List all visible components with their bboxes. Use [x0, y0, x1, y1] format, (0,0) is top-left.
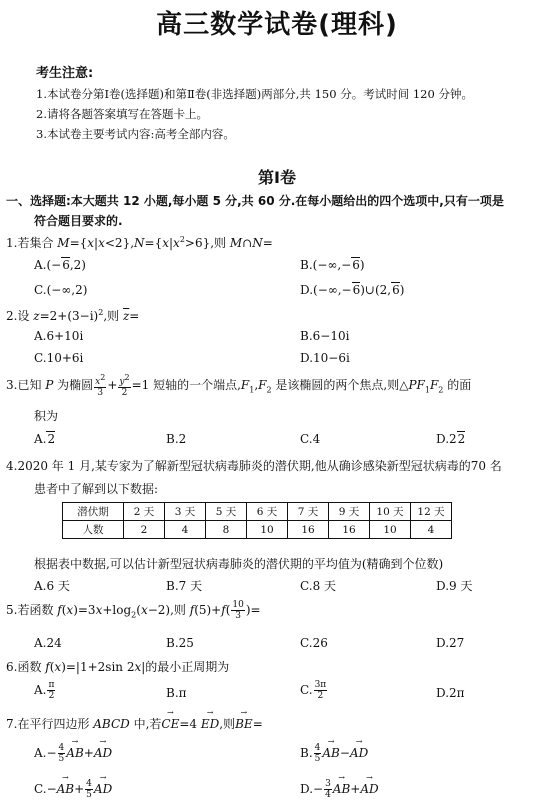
table-cell: 10: [247, 521, 288, 539]
section-instructions: 一、选择题:本大题共 12 小题,每小题 5 分,共 60 分.在每小题给出的四个选项中,只有一项是: [6, 194, 504, 208]
question-6-option-c: C. $\frac{3\pi}{2}$: [300, 680, 327, 701]
table-cell: 6 天: [247, 503, 288, 521]
question-7-option-a: A.− $\frac{4}{5}$ → AB+→ AD: [34, 743, 112, 764]
table-cell: 3 天: [165, 503, 206, 521]
question-4-option-a: A.6 天: [34, 579, 70, 593]
table-header-period: 潜伏期: [63, 503, 124, 521]
table-cell: 2: [124, 521, 165, 539]
question-3-option-b: B.2: [166, 432, 187, 446]
question-6-option-a: A. $\frac{\pi}{2}$: [34, 680, 55, 701]
question-4-stem-tail: 根据表中数据,可以估计新型冠状病毒肺炎的潜伏期的平均值为(精确到个位数): [34, 557, 444, 571]
table-cell: 16: [288, 521, 329, 539]
question-2-option-a: A.6+10i: [34, 329, 84, 343]
table-header-count: 人数: [63, 521, 124, 539]
question-3-stem: 3.已知 P 为椭圆 $\frac{x^2}{3}$ + $\frac{y^2}{2}$ =1 短轴的一个端点$,F_1,F_2$ 是该椭圆的两个焦点,则$\triangle PF_1F_2$ 的面: [6, 373, 472, 398]
table-cell: 12 天: [411, 503, 452, 521]
notice-item-2: 2.请将各题答案填写在答题卡上。: [36, 107, 208, 121]
table-cell: 9 天: [329, 503, 370, 521]
table-cell: 10: [370, 521, 411, 539]
table-cell: 16: [329, 521, 370, 539]
question-1-option-b: B.(−∞,−6): [300, 258, 365, 272]
question-7-stem: 7.在平行四边形 ABCD 中,若→ CE=4 → ED,则→ BE=: [6, 715, 263, 732]
question-5-option-a: A.24: [34, 636, 62, 650]
question-5-option-b: B.25: [166, 636, 194, 650]
table-cell: 2 天: [124, 503, 165, 521]
question-4-option-d: D.9 天: [436, 579, 473, 593]
question-3-option-d: D.22: [436, 432, 466, 446]
question-7-option-b: B. $\frac{4}{5}$ → AB−→ AD: [300, 743, 368, 764]
question-7-option-c: C.−→ AB+ $\frac{4}{5}$ → AD: [34, 779, 112, 800]
table-cell: 8: [206, 521, 247, 539]
question-2-option-c: C.10+6i: [34, 351, 84, 365]
table-row-period: [63, 503, 452, 521]
volume-heading: 第Ⅰ卷: [258, 168, 296, 187]
question-5-option-d: D.27: [436, 636, 465, 650]
section-instructions-cont: 符合题目要求的.: [34, 214, 123, 228]
question-4-stem: 4.2020 年 1 月,某专家为了解新型冠状病毒肺炎的潜伏期,他从确诊感染新型冠状病毒的70 名: [6, 459, 502, 473]
question-7-option-d: D.− $\frac{3}{4}$ → AB+→ AD: [300, 779, 379, 800]
question-5-stem: 5.若函数 $f(x)=3x+\log_2(x-2)$,则 f(5)+f( $\frac{10}{3}$ )=: [6, 600, 261, 621]
table-cell: 5 天: [206, 503, 247, 521]
question-3-stem-cont: 积为: [34, 409, 59, 423]
question-4-option-c: C.8 天: [300, 579, 337, 593]
question-4-option-b: B.7 天: [166, 579, 203, 593]
question-2-option-b: B.6−10i: [300, 329, 350, 343]
question-1-option-d: D.(−∞,−6)∪(2,6): [300, 283, 405, 297]
question-2-option-d: D.10−6i: [300, 351, 350, 365]
incubation-table: [62, 502, 452, 539]
question-1-option-a: A.(−6,2): [34, 258, 86, 272]
exam-title: 高三数学试卷(理科): [156, 10, 398, 40]
question-3-option-a: A.2: [34, 432, 56, 446]
question-1-stem: 1.若集合 $M=\{x|x<2\},N=\{x|x^2>6\}$,则 M∩N=: [6, 235, 273, 250]
question-1-option-c: C.(−∞,2): [34, 283, 88, 297]
question-6-option-b: B.π: [166, 686, 187, 700]
table-row-count: [63, 521, 452, 539]
table-cell: 7 天: [288, 503, 329, 521]
question-5-option-c: C.26: [300, 636, 328, 650]
question-6-stem: 6.函数 f(x)=|1+2sin 2x|的最小正周期为: [6, 660, 230, 674]
table-cell: 4: [411, 521, 452, 539]
notice-item-1: 1.本试卷分第Ⅰ卷(选择题)和第Ⅱ卷(非选择题)两部分,共 150 分。考试时间 120 分钟。: [36, 87, 473, 101]
notice-item-3: 3.本试卷主要考试内容:高考全部内容。: [36, 127, 235, 141]
question-6-option-d: D.2π: [436, 686, 465, 700]
question-2-stem: 2.设 $z=2+(3-i)^2$,则 $\overline{z}=$: [6, 308, 140, 323]
question-3-option-c: C.4: [300, 432, 321, 446]
table-cell: 10 天: [370, 503, 411, 521]
table-cell: 4: [165, 521, 206, 539]
question-4-stem-cont: 患者中了解到以下数据:: [34, 482, 159, 496]
notice-heading: 考生注意:: [36, 66, 94, 81]
